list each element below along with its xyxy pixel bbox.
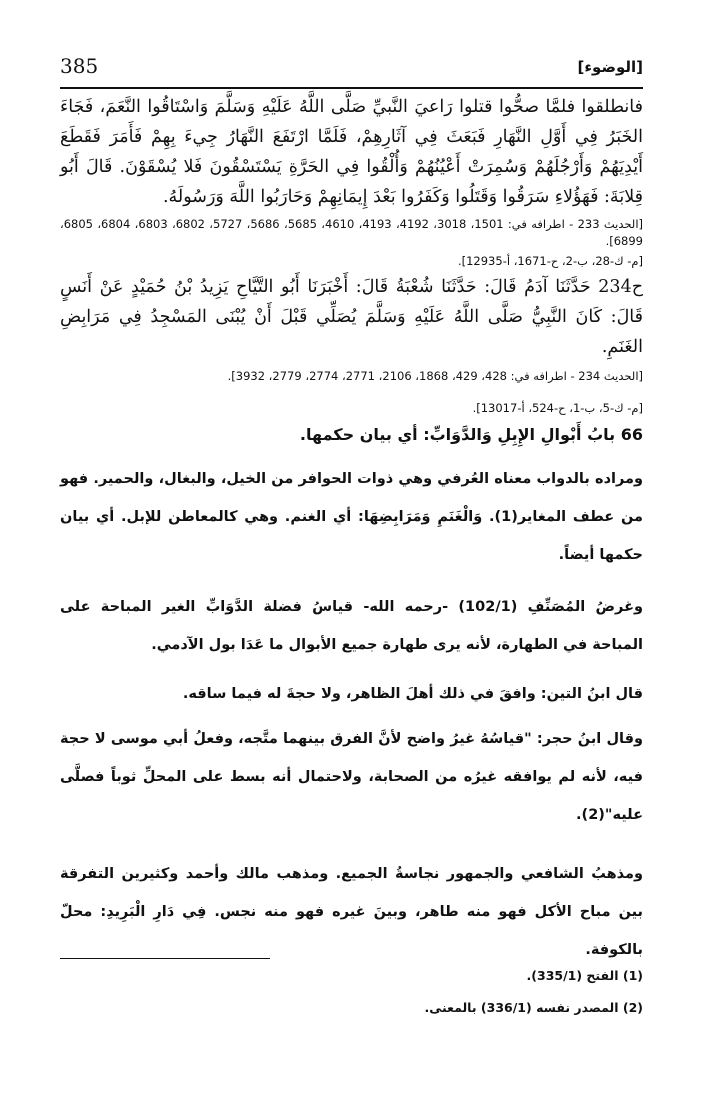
commentary-paragraph-3: قال ابنُ التين: وافقَ في ذلك أهلَ الظاهر، ولا حجةَ له فيما ساقه. bbox=[182, 686, 643, 702]
running-head: [الوضوء] bbox=[577, 58, 643, 76]
hadith-233-text: فانطلقوا فلمَّا صحُّوا قتلوا رَاعيَ النَّبيِّ صَلَّى اللَّهُ عَلَيْهِ وَسَلَّمَ وَاسْتَاقُوا النَّعَمَ، فَجَاءَ الخَبَرُ فِي أَوَّلِ النَّهَارِ فَبَعَثَ فِي آثَارِهِمْ، فَلَمَّا ارْتَفَعَ النَّهَارُ جِيءَ بِهِمْ فَأَمَرَ فَقَطَعَ أَيْدِيَهُمْ وَأَرْجُلَهُمْ وَسُمِرَتْ أَعْيُنُهُمْ وَأُلْقُوا فِي الحَرَّةِ يَسْتَسْقُونَ فَلا يُسْقَوْنَ. قَالَ أَبُو قِلابَةَ: فَهَؤُلاءِ سَرَقُوا وَقَتَلُوا وَكَفَرُوا بَعْدَ إِيمَانِهِمْ وَحَارَبُوا اللَّهَ وَرَسُولَهُ. bbox=[60, 97, 643, 207]
page-header bbox=[60, 54, 643, 84]
hadith-234-text: ح234 حَدَّثَنَا آدَمُ قَالَ: حَدَّثَنَا شُعْبَةُ قَالَ: أَخْبَرَنَا أَبُو التَّيَّاحِ يَزِيدُ بْنُ حُمَيْدٍ عَنْ أَنَسٍ قَالَ: كَانَ النَّبِيُّ صَلَّى اللَّهُ عَلَيْهِ وَسَلَّمَ يُصَلِّي قَبْلَ أَنْ يُبْنَى المَسْجِدُ فِي مَرَابِضِ الغَنَمِ. bbox=[60, 277, 643, 357]
commentary-paragraph-5: ومذهبُ الشافعي والجمهور نجاسةُ الجميع. ومذهب مالك وأحمد وكثيرين التفرقة بين مباح الأكل فهو منه طاهر، وبينَ غيره فهو منه نجس. فِي دَارِ الْبَرِيدِ: محلّ بالكوفة. bbox=[60, 866, 643, 958]
footnote-2: (2) المصدر نفسه (336/1) بالمعنى. bbox=[424, 1000, 643, 1015]
footnote-rule bbox=[60, 958, 270, 959]
hadith-233-ref2: [م- ك-28، ب-2، ح-1671، أ-12935]. bbox=[457, 254, 643, 268]
commentary-paragraph-1: ومراده بالدواب معناه العُرفي وهي ذوات الحوافر من الخيل، والبغال، والحمير. فهو من عطف المغاير(1). وَالْغَنَمِ وَمَرَابِضِهَا: أي الغنم. وهي كالمعاطن للإبل. أي بيان حكمها أيضاً. bbox=[60, 471, 644, 563]
hadith-234-ref2: [م- ك-5، ب-1، ح-524، أ-13017]. bbox=[472, 401, 643, 415]
commentary-paragraph-2: وغرضُ المُصَنِّفِ (102/1) -رحمه الله- قياسُ فضلة الدَّوَابِّ الغير المباحة على المباحة في الطهارة، لأنه يرى طهارة جميع الأبوال ما عَدَا بول الآدمي. bbox=[60, 599, 643, 653]
footnote-1: (1) الفتح (335/1). bbox=[526, 968, 643, 983]
chapter-heading: 66 بابُ أَبْوالِ الإِبِلِ وَالدَّوَابِّ: أي بيان حكمها. bbox=[299, 425, 643, 444]
commentary-paragraph-4: وقال ابنُ حجر: "قياسُهُ غيرُ واضح لأنَّ الفرق بينهما متَّجه، وفعلُ أبي موسى لا حجة فيه، لأنه لم يوافقه غيرُه من الصحابة، ولاحتمال أنه بسط على المحلِّ ثوباً فصلَّى عليه"(2). bbox=[60, 731, 643, 823]
hadith-234-ref: [الحديث 234 - اطرافه في: 428، 429، 1868، 2106، 2771، 2774، 2779، 3932]. bbox=[227, 369, 643, 383]
hadith-233-ref: [الحديث 233 - اطرافه في: 1501، 3018، 4192، 4193، 4610، 5685، 5686، 5727، 6802، 6803، 6804، 6805، 6899]. bbox=[60, 217, 643, 248]
page-number: 385 bbox=[60, 54, 99, 78]
header-rule bbox=[60, 87, 643, 89]
